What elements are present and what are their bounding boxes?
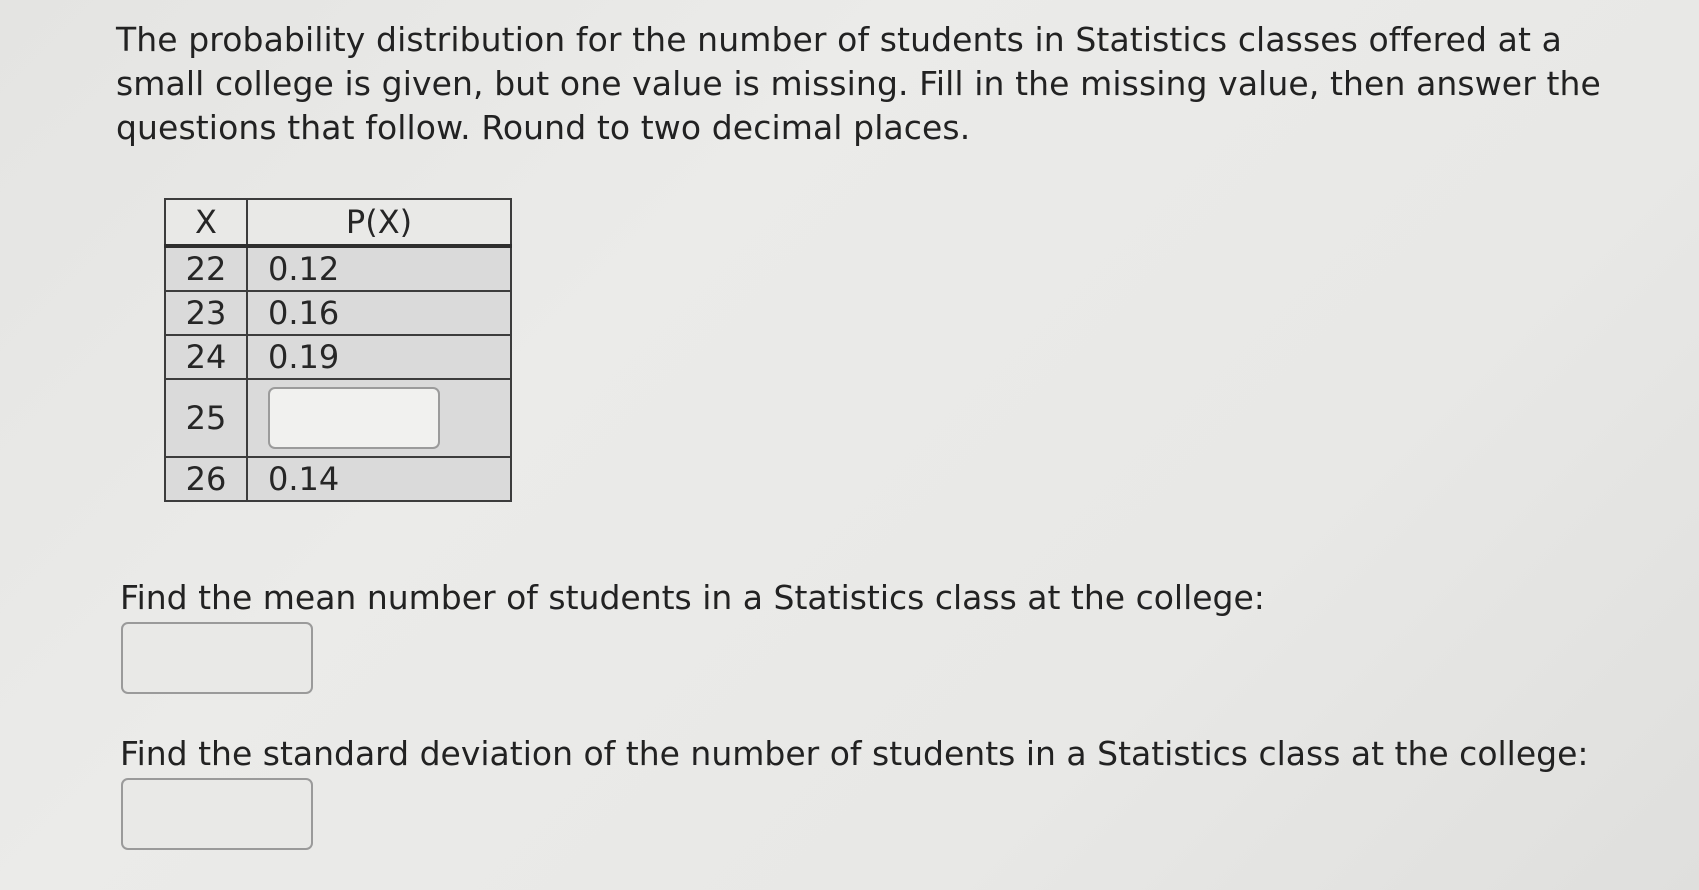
- sd-question: Find the standard deviation of the number of students in a Statistics class at the college:: [120, 734, 1589, 773]
- table-header-row: [165, 199, 511, 246]
- mean-question: Find the mean number of students in a Statistics class at the college:: [120, 578, 1265, 617]
- table-row: [165, 379, 511, 457]
- header-px: P(X): [247, 199, 511, 246]
- sd-answer-input[interactable]: [121, 778, 313, 850]
- p-value: 0.12: [247, 246, 511, 291]
- x-value: 22: [165, 246, 247, 291]
- missing-probability-input[interactable]: [268, 387, 440, 449]
- x-value: 24: [165, 335, 247, 379]
- table-row: [165, 291, 511, 335]
- p-value: 0.14: [247, 457, 511, 501]
- header-x: X: [165, 199, 247, 246]
- x-value: 23: [165, 291, 247, 335]
- mean-answer-input[interactable]: [121, 622, 313, 694]
- p-value: 0.16: [247, 291, 511, 335]
- table-row: [165, 335, 511, 379]
- x-value: 25: [165, 379, 247, 457]
- problem-statement: The probability distribution for the number of students in Statistics classes offered at a small college is given, but one value is missing. Fill in the missing value, then answer the questions that follow. Round to two decimal places.: [116, 20, 1601, 147]
- table-row: [165, 457, 511, 501]
- missing-cell: [247, 379, 511, 457]
- p-value: 0.19: [247, 335, 511, 379]
- table-row: [165, 246, 511, 291]
- probability-table: [164, 198, 512, 502]
- x-value: 26: [165, 457, 247, 501]
